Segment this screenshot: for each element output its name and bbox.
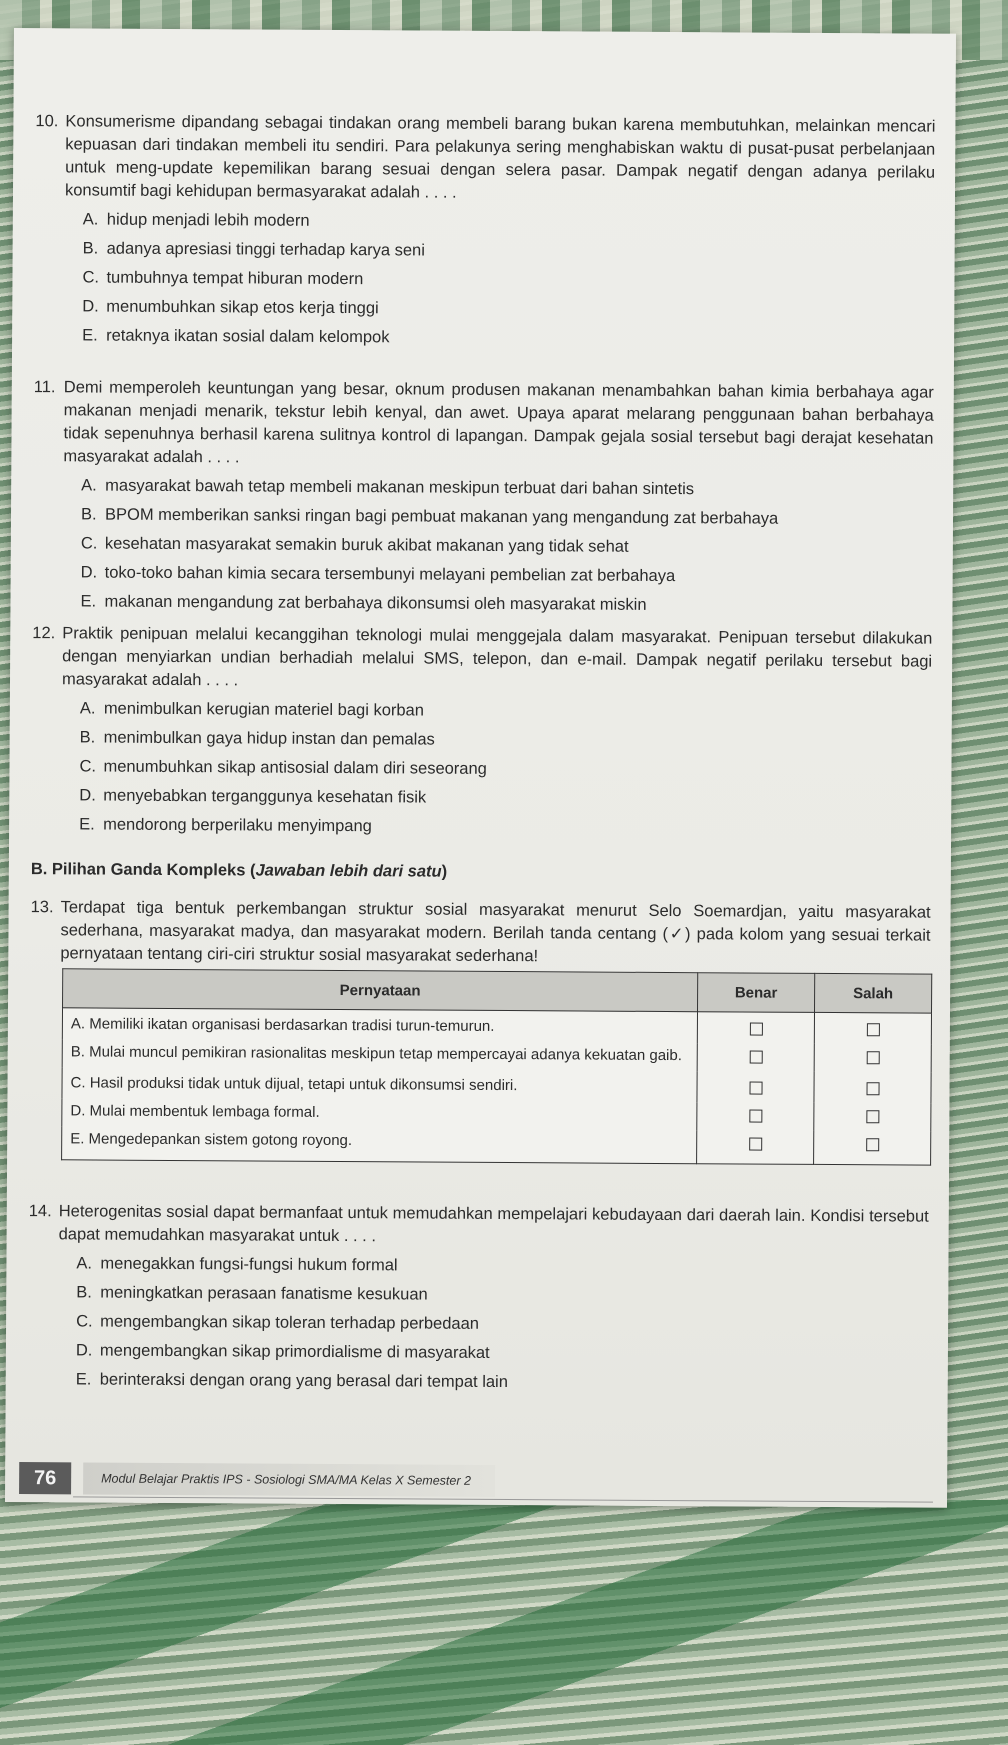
worksheet-page: [5, 28, 956, 1508]
header-false: Salah: [815, 973, 932, 1013]
statement-cell: C. Hasil produksi tidak untuk dijual, tetapi untuk dikonsumsi sendiri.: [62, 1067, 697, 1102]
statement-cell: B. Mulai muncul pemikiran rasionalitas meskipun tetap mempercayai adanya kekuatan gaib.: [62, 1039, 697, 1071]
table-row: [62, 1008, 931, 1045]
checkbox-true[interactable]: [749, 1082, 762, 1095]
checkbox-false[interactable]: [866, 1138, 879, 1151]
question-13: [30, 896, 930, 970]
option-b[interactable]: B. menimbulkan gaya hidup instan dan pemalas: [79, 728, 435, 749]
option-a[interactable]: A. hidup menjadi lebih modern: [82, 210, 310, 230]
question-number: 10.: [35, 112, 59, 131]
option-c[interactable]: C. tumbuhnya tempat hiburan modern: [82, 268, 364, 289]
option-a[interactable]: A. menegakkan fungsi-fungsi hukum formal: [76, 1254, 398, 1275]
checkbox-false[interactable]: [866, 1110, 879, 1123]
background-fabric-bottom: [0, 1500, 1008, 1745]
option-c[interactable]: C. kesehatan masyarakat semakin buruk akibat makanan yang tidak sehat: [80, 534, 629, 556]
checkbox-false[interactable]: [866, 1082, 879, 1095]
checkbox-true[interactable]: [749, 1023, 762, 1036]
page-number: 76: [19, 1462, 71, 1494]
option-list: [79, 697, 932, 847]
question-stem: Heterogenitas sosial dapat bermanfaat untuk memudahkan mempelajari kebudayaan dari daerah lain. Kondisi tersebut dapat memudahkan masyarakat untuk . . . .: [58, 1202, 929, 1246]
checkbox-false[interactable]: [866, 1051, 879, 1064]
option-e[interactable]: E. makanan mengandung zat berbahaya dikonsumsi oleh masyarakat miskin: [80, 592, 647, 614]
statement-cell: A. Memiliki ikatan organisasi berdasarkan tradisi turun-temurun.: [62, 1008, 697, 1043]
page-footer: [19, 1458, 919, 1503]
question-stem: Konsumerisme dipandang sebagai tindakan orang membeli barang bukan karena membutuhkan, melainkan mencari kepuasan dari tindakan membeli itu sendiri. Para pelakunya sering menghabiskan waktu di pusat-pusat perbelanjaan untuk meng-update kepemilikan barang sesuai dengan selera pasar. Dampak negatif dengan adanya perilaku konsumtif bagi kehidupan bermasyarakat adalah . . . .: [64, 112, 936, 202]
question-number: 11.: [33, 378, 56, 397]
question-11: [32, 376, 933, 624]
option-a[interactable]: A. menimbulkan kerugian materiel bagi korban: [79, 699, 424, 720]
statement-cell: E. Mengedepankan sistem gotong royong.: [62, 1126, 697, 1163]
table-row: [62, 1126, 931, 1165]
table-header-row: [63, 969, 932, 1013]
checkbox-true[interactable]: [749, 1138, 762, 1151]
option-b[interactable]: B. BPOM memberikan sanksi ringan bagi pembuat makanan yang mengandung zat berbahaya: [80, 505, 779, 528]
option-e[interactable]: E. retaknya ikatan sosial dalam kelompok: [82, 326, 390, 347]
option-list: [76, 1252, 929, 1402]
question-number: 14.: [28, 1202, 52, 1221]
option-c[interactable]: C. mengembangkan sikap toleran terhadap perbedaan: [76, 1312, 480, 1333]
option-d[interactable]: D. menumbuhkan sikap etos kerja tinggi: [82, 297, 379, 318]
option-a[interactable]: A. masyarakat bawah tetap membeli makanan meskipun terbuat dari bahan sintetis: [81, 476, 695, 499]
footer-divider: [73, 1496, 933, 1502]
option-list: [80, 474, 933, 624]
question-12: [31, 622, 932, 847]
question-number: 13.: [30, 898, 54, 917]
header-statement: Pernyataan: [63, 969, 698, 1012]
statement-cell: D. Mulai membentuk lembaga formal.: [62, 1098, 697, 1130]
checkbox-true[interactable]: [749, 1051, 762, 1064]
option-d[interactable]: D. mengembangkan sikap primordialisme di masyarakat: [75, 1341, 490, 1362]
section-b-heading: B. Pilihan Ganda Kompleks (Jawaban lebih dari satu): [30, 860, 448, 881]
option-d[interactable]: D. menyebabkan terganggunya kesehatan fisik: [79, 786, 427, 807]
option-list: [82, 208, 935, 358]
question-14: [28, 1200, 929, 1402]
option-e[interactable]: E. berinteraksi dengan orang yang berasal dari tempat lain: [75, 1370, 508, 1392]
book-title: Modul Belajar Praktis IPS - Sosiologi SMA/MA Kelas X Semester 2: [83, 1462, 495, 1497]
question-number: 12.: [32, 624, 56, 643]
checkbox-false[interactable]: [866, 1023, 879, 1036]
question-stem: Demi memperoleh keuntungan yang besar, oknum produsen makanan menambahkan bahan kimia berbahaya agar makanan menjadi menarik, tekstur lebih kenyal, dan awet. Upaya aparat melarang penggunaan bahan berbahaya tidak sepenuhnya berhasil karena sulitnya kontrol di lapangan. Dampak gejala sosial tersebut bagi derajat kesehatan masyarakat adalah . . . .: [63, 378, 934, 467]
question-stem: Praktik penipuan melalui kecanggihan teknologi mulai menggejala dalam masyarakat. Penipuan tersebut dilakukan dengan menyiarkan undian berhadiah melalui SMS, telepon, dan e-mail. Dampak negatif perilaku tersebut bagi masyarakat adalah . . . .: [61, 624, 933, 690]
header-true: Benar: [698, 973, 815, 1013]
checklist-table: [61, 968, 932, 1165]
option-d[interactable]: D. toko-toko bahan kimia secara tersembunyi melayani pembelian zat berbahaya: [80, 563, 676, 586]
option-c[interactable]: C. menumbuhkan sikap antisosial dalam diri seseorang: [79, 757, 487, 778]
option-e[interactable]: E. mendorong berperilaku menyimpang: [79, 815, 372, 836]
option-b[interactable]: B. adanya apresiasi tinggi terhadap karya seni: [82, 239, 426, 260]
question-stem: Terdapat tiga bentuk perkembangan struktur sosial masyarakat menurut Selo Soemardjan, yaitu masyarakat sederhana, masyarakat madya, dan masyarakat modern. Berilah tanda centang (✓) pada kolom yang sesuai terkait pernyataan tentang ciri-ciri struktur sosial masyarakat sederhana!: [60, 898, 931, 966]
checkbox-true[interactable]: [749, 1110, 762, 1123]
question-10: [34, 110, 935, 358]
option-b[interactable]: B. meningkatkan perasaan fanatisme kesukuan: [76, 1283, 428, 1304]
